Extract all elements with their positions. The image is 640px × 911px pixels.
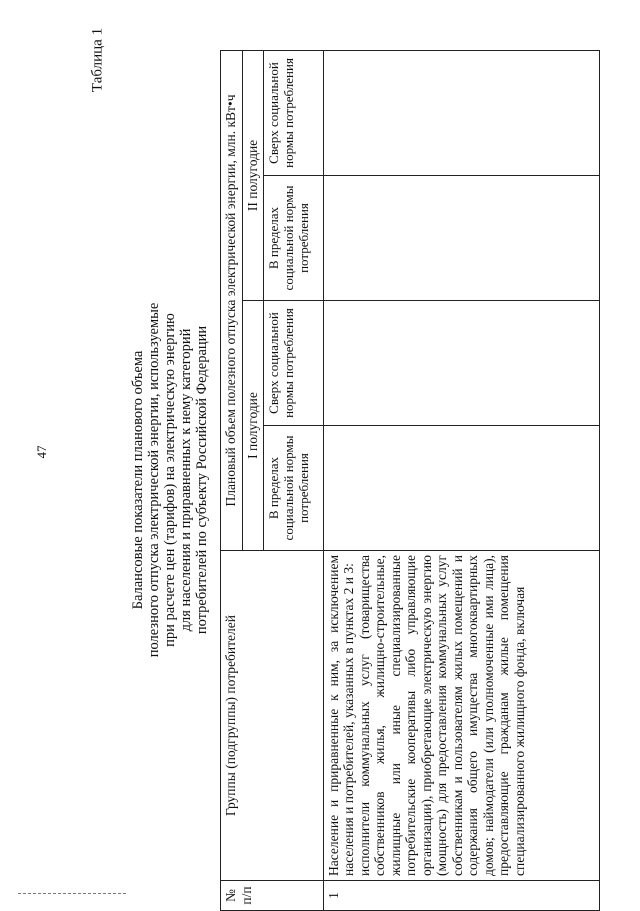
balance-table-rotated <box>220 51 600 911</box>
page-number: 47 <box>34 445 49 459</box>
col-header-h1-within: В пределах социальной нормы потребления <box>263 426 323 551</box>
value-cell <box>323 50 600 175</box>
col-header-groups: Группы (подгруппы) потребителей <box>221 551 324 881</box>
title-line: при расчете цен (тарифов) на электрическую энергию <box>162 313 178 647</box>
row-group-line-1: Население и приравненные к ним, за исключением населения и потребителей, указанных в пунктах 2 и 3: <box>325 555 356 876</box>
value-cell <box>323 301 600 426</box>
balance-table-wrapper <box>220 51 600 911</box>
title-line: потребителей по субъекту Российской Федерации <box>194 325 210 635</box>
col-header-half1: I полугодие <box>243 301 264 551</box>
table-row <box>323 50 600 910</box>
title-line: полезного отпуска электрической энергии, используемые <box>146 302 162 658</box>
balance-table <box>220 50 600 911</box>
col-header-h2-above: Сверх социальной нормы потребления <box>263 50 323 175</box>
col-header-volume: Плановый объем полезного отпуска электрической энергии, млн. кВт•ч <box>221 50 243 550</box>
col-header-half2: II полугодие <box>243 50 264 300</box>
row-group-text <box>323 551 600 881</box>
title-line: Балансовые показатели планового объема <box>130 350 146 610</box>
col-header-num: № п/п <box>221 881 324 911</box>
footer-line <box>18 893 126 894</box>
row-group-line-2: исполнители коммунальных услуг (товарищества собственников жилья, жилищно-строительные, жилищные или иные специализированные потребительские кооперативы либо управляющие организации), приобретающие электрическую энергию (мощность) для предоставления коммунальных услуг собственникам и пользователям жилых помещений и содержания общего имущества многоквартирных домов; наймодатели (или уполномоченные ими лица), предоставляющие гражданам жилые помещения специализированного жилищного фонда, включая <box>356 555 527 876</box>
document-title <box>130 303 210 658</box>
row-num: 1 <box>323 881 600 911</box>
table-label: Таблица 1 <box>89 27 106 93</box>
value-cell <box>323 426 600 551</box>
col-header-h1-above: Сверх социальной нормы потребления <box>263 301 323 426</box>
value-cell <box>323 176 600 301</box>
title-line: для населения и приравненных к нему категорий <box>178 328 194 632</box>
col-header-h2-within: В пределах социальной нормы потребления <box>263 176 323 301</box>
